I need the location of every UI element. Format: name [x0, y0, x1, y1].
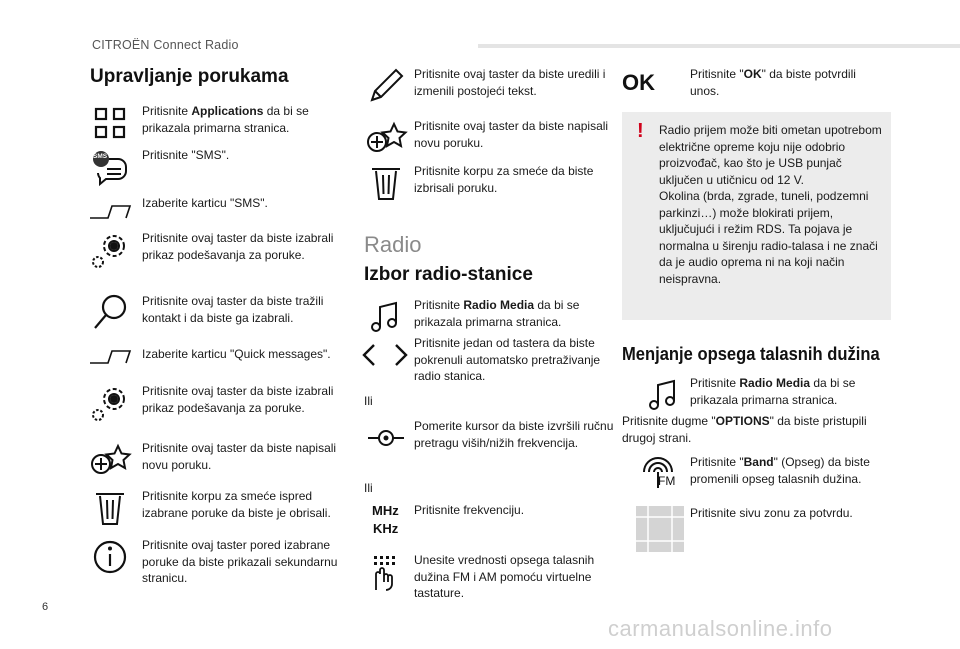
- pencil-edit-icon: [366, 66, 406, 106]
- applications-grid-icon: [90, 103, 130, 143]
- item-delete-2: Pritisnite korpu za smeće da biste izbrisali poruku.: [414, 164, 594, 195]
- item-secondary: Pritisnite ovaj taster pored izabrane poruke da biste prikazali sekundarnu stranicu.: [142, 538, 338, 585]
- chapter-title-radio: Radio: [364, 232, 422, 257]
- watermark: carmanualsonline.info: [608, 616, 833, 641]
- item-options: Pritisnite dugme "OPTIONS" da biste pristupili drugoj strani.: [622, 414, 867, 445]
- settings-gear-icon: [90, 383, 130, 423]
- item-new-message-2: Pritisnite ovaj taster da biste napisali novu poruku.: [414, 119, 609, 150]
- tab-icon: [88, 191, 132, 231]
- page-number: 6: [42, 601, 49, 613]
- section-title-messages: Upravljanje porukama: [90, 66, 289, 87]
- arrows-left-right-icon: [362, 335, 408, 375]
- new-message-star-icon: [366, 118, 406, 158]
- tab-icon: [88, 343, 132, 383]
- section-title-band: Menjanje opsega talasnih dužina: [622, 344, 880, 364]
- search-icon: [90, 292, 130, 332]
- warning-note-text: Radio prijem može biti ometan upotrebom električne opreme koju nije odobrio proizvođač, kao što je USB punjač uključen u utičnicu od 12 V. Okolina (brda, zgrade, tuneli, podzemni parkinzi…) može blokirati prijem, uključujući i režim RDS. Ta pojava je normalna u širenju radio-talasa i ne znači da je audio oprema ni na koji način neispravna.: [659, 123, 882, 286]
- header-rule: [478, 44, 960, 48]
- info-icon: [90, 537, 130, 577]
- or-label-1: Ili: [364, 394, 373, 408]
- ok-icon: [622, 66, 672, 106]
- item-radio-media: Pritisnite Radio Media da bi se prikazala primarna stranica.: [414, 298, 580, 329]
- item-delete: Pritisnite korpu za smeće ispred izabrane poruke da biste je obrisali.: [142, 489, 331, 520]
- frequency-unit-icon: [366, 503, 410, 543]
- item-search: Pritisnite ovaj taster da biste tražili kontakt i da biste ga izabrali.: [142, 294, 324, 325]
- fm-band-icon: [640, 452, 680, 492]
- running-header: CITROËN Connect Radio: [92, 38, 239, 52]
- trash-icon: [366, 163, 406, 203]
- item-band: Pritisnite "Band" (Opseg) da biste promenili opseg talasnih dužina.: [690, 455, 870, 486]
- sms-icon: [90, 147, 130, 187]
- section-title-station: Izbor radio-stanice: [364, 264, 533, 285]
- warning-icon: !: [637, 120, 644, 142]
- music-note-icon: [366, 297, 406, 337]
- item-radio-media-2: Pritisnite Radio Media da bi se prikazala primarna stranica.: [690, 376, 856, 407]
- khz-label: KHz: [373, 521, 399, 536]
- new-message-star-icon: [90, 440, 130, 480]
- item-grey-zone: Pritisnite sivu zonu za potvrdu.: [690, 506, 853, 520]
- item-manual-search: Pomerite kursor da biste izvršili ručnu pretragu viših/nižih frekvencija.: [414, 419, 614, 450]
- item-settings-2: Pritisnite ovaj taster da biste izabrali prikaz podešavanja za poruke.: [142, 384, 334, 415]
- item-ok: Pritisnite "OK" da biste potvrdili unos.: [690, 67, 856, 98]
- item-tab-quick: Izaberite karticu "Quick messages".: [142, 347, 331, 361]
- item-frequency: Pritisnite frekvenciju.: [414, 503, 525, 517]
- keypad-hand-icon: [366, 552, 406, 592]
- item-edit: Pritisnite ovaj taster da biste uredili i izmenili postojeći tekst.: [414, 67, 606, 98]
- item-sms: Pritisnite "SMS".: [142, 148, 230, 162]
- warning-note: [622, 112, 891, 320]
- settings-gear-icon: [90, 230, 130, 270]
- item-keypad: Unesite vrednosti opsega talasnih dužina FM i AM pomoću virtuelne tastature.: [414, 553, 595, 600]
- item-settings-1: Pritisnite ovaj taster da biste izabrali prikaz podešavanja za poruke.: [142, 231, 334, 262]
- grey-zone-icon: [636, 506, 684, 552]
- sms-icon-label: SMS: [93, 153, 108, 160]
- fm-label: FM: [658, 474, 676, 488]
- or-label-2: Ili: [364, 481, 373, 495]
- item-auto-search: Pritisnite jedan od tastera da biste pokrenuli automatsko pretraživanje radio stanica.: [414, 336, 601, 383]
- item-applications: Pritisnite Applications da bi se prikazala primarna stranica.: [142, 104, 309, 135]
- trash-icon: [90, 488, 130, 528]
- item-new-message: Pritisnite ovaj taster da biste napisali novu poruku.: [142, 441, 337, 472]
- item-tab-sms: Izaberite karticu "SMS".: [142, 196, 268, 210]
- music-note-icon: [644, 375, 684, 415]
- cursor-slider-icon: [366, 418, 406, 458]
- mhz-label: MHz: [372, 503, 399, 518]
- ok-label: OK: [622, 70, 655, 95]
